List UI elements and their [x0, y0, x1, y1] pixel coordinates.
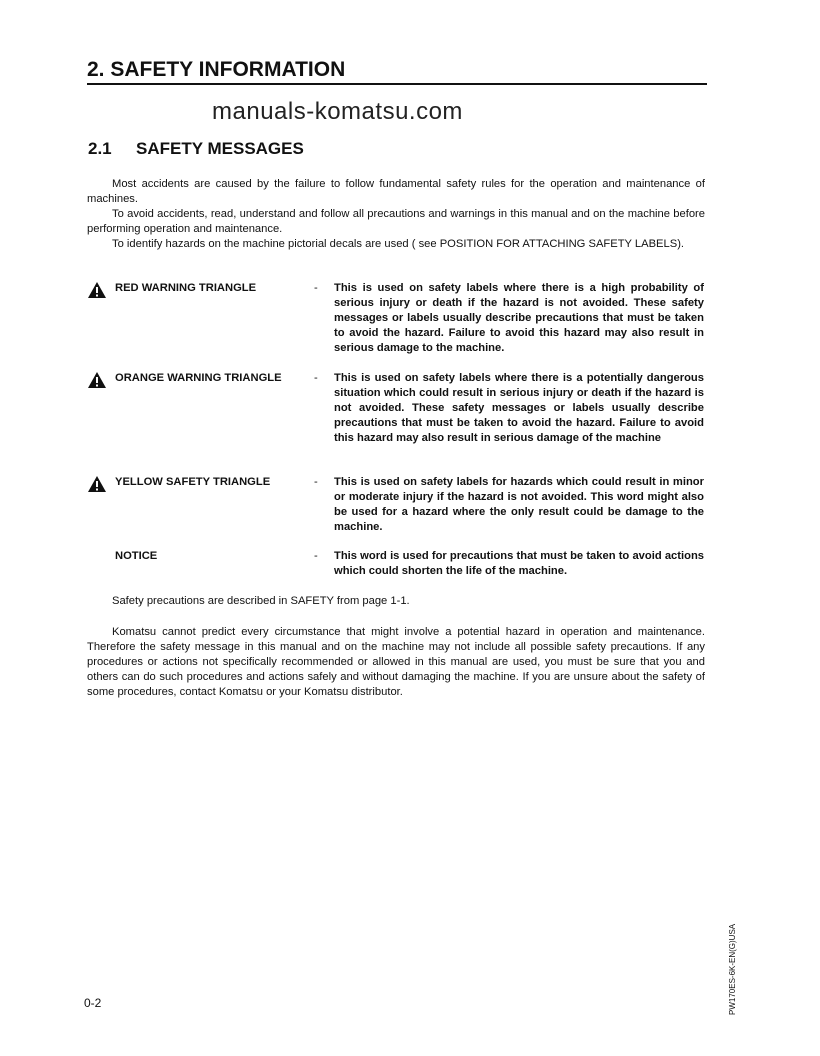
definition-label: YELLOW SAFETY TRIANGLE — [115, 476, 271, 488]
watermark: manuals-komatsu.com — [212, 98, 463, 125]
warning-triangle-icon — [87, 475, 107, 493]
definition-description: This is used on safety labels for hazards which could result in minor or moderate injury if the hazard is not avoided. This word might also be used for a hazard where the only result could be damage to the machine. — [334, 476, 704, 533]
intro-text — [87, 177, 705, 252]
definition-label: RED WARNING TRIANGLE — [115, 282, 257, 294]
document-code: PW170ES-6K-EN(G)USA — [728, 923, 737, 1015]
separator-dash: - — [314, 476, 318, 488]
definition-label: NOTICE — [115, 550, 158, 562]
closing-text — [87, 625, 705, 700]
intro-paragraph: To identify hazards on the machine pictorial decals are used ( see POSITION FOR ATTACHING SAFETY LABELS). — [112, 238, 685, 250]
safety-reference-text: Safety precautions are described in SAFETY from page 1-1. — [112, 595, 410, 607]
safety-reference — [87, 594, 705, 609]
separator-dash: - — [314, 550, 318, 562]
warning-triangle-icon — [87, 281, 107, 299]
separator-dash: - — [314, 282, 318, 294]
title-rule — [87, 83, 707, 85]
chapter-title: 2. SAFETY INFORMATION — [87, 58, 346, 81]
section-heading — [88, 139, 304, 159]
closing-paragraph: Komatsu cannot predict every circumstance that might involve a potential hazard in operation and maintenance. Therefore the safety message in this manual and on the machine may not include all possible safety precautions. If any procedures or actions not specifically recommended or allowed in this manual are used, you must be sure that you and others can do such procedures and actions safely and without damaging the machine. If you are unsure about the safety of some procedures, contact Komatsu or your Komatsu distributor. — [87, 626, 705, 698]
section-title: SAFETY MESSAGES — [136, 139, 304, 158]
separator-dash: - — [314, 372, 318, 384]
definition-description: This is used on safety labels where there is a high probability of serious injury or death if the hazard is not avoided. These safety messages or labels usually describe precautions that must be taken to avoid the hazard. Failure to avoid this hazard may also result in serious damage to the machine. — [334, 282, 704, 354]
section-number: 2.1 — [88, 139, 112, 158]
intro-paragraph: Most accidents are caused by the failure to follow fundamental safety rules for the operation and maintenance of machines. — [87, 178, 705, 205]
definition-label: ORANGE WARNING TRIANGLE — [115, 372, 282, 384]
warning-triangle-icon — [87, 371, 107, 389]
intro-paragraph: To avoid accidents, read, understand and follow all precautions and warnings in this manual and on the machine before performing operation and maintenance. — [87, 208, 705, 235]
definition-description: This word is used for precautions that must be taken to avoid actions which could shorten the life of the machine. — [334, 550, 704, 577]
definition-description: This is used on safety labels where there is a potentially dangerous situation which could result in serious injury or death if the hazard is not avoided. These safety messages or labels usually describe precautions that must be taken to avoid the hazard. Failure to avoid this hazard may also result in serious damage of the machine — [334, 372, 704, 444]
page-number: 0-2 — [84, 996, 102, 1010]
